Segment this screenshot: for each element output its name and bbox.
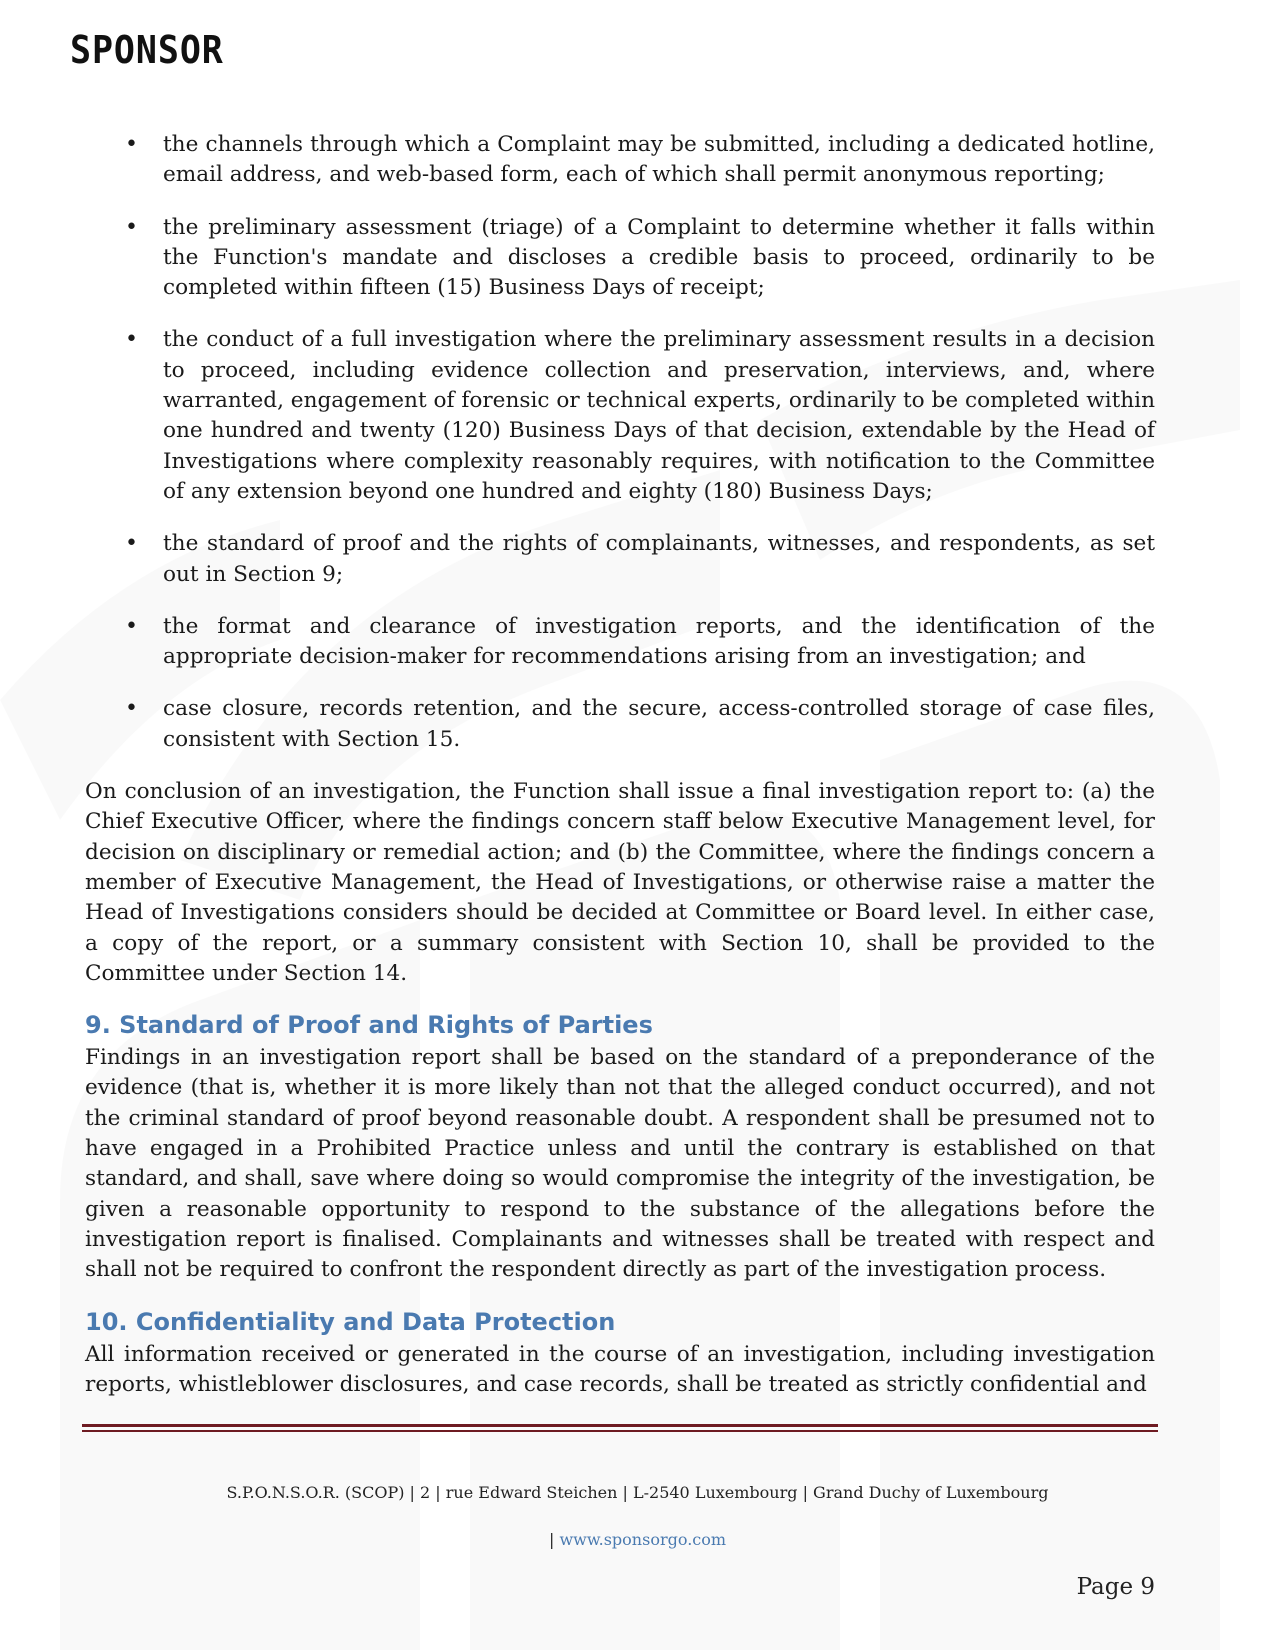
list-item: [85, 694, 1155, 755]
footer-separator: |: [548, 1530, 555, 1549]
list-item-text: case closure, records retention, and the secure, access-controlled storage of case files, consistent with Section 15.: [163, 696, 1155, 752]
document-body: [85, 130, 1155, 1420]
list-item-text: the channels through which a Complaint may be submitted, including a dedicated hotline, email address, and web-based form, each of which shall permit anonymous reporting;: [163, 132, 1155, 188]
page-number: Page 9: [1076, 1574, 1155, 1600]
list-item: [85, 213, 1155, 304]
section-10-body: All information received or generated in the course of an investigation, including investigation reports, whistleblower disclosures, and case records, shall be treated as strictly confidential and: [85, 1341, 1155, 1397]
list-item: [85, 130, 1155, 191]
footer-website-line: [0, 1530, 1275, 1549]
section-10-heading: 10. Confidentiality and Data Protection: [85, 1307, 616, 1336]
bullet-marker: •: [125, 132, 138, 157]
bullet-marker: •: [125, 531, 138, 557]
procedure-bullet-list: [85, 130, 1155, 755]
conclusion-paragraph: On conclusion of an investigation, the Function shall issue a final investigation report to: (a) the Chief Executive Officer, where the findings concern staff below Executive Management level, for decision on disciplinary or remedial action; and (b) the Committee, where the findings concern a member of Executive Management, the Head of Investigations, or otherwise raise a matter the Head of Investigations considers should be decided at Committee or Board level. In either case, a copy of the report, or a summary consistent with Section 10, shall be provided to the Committee under Section 14.: [85, 779, 1155, 986]
footer-address: S.P.O.N.S.O.R. (SCOP) | 2 | rue Edward Steichen | L-2540 Luxembourg | Grand Duchy of Luxembourg: [226, 1483, 1049, 1502]
list-item-text: the conduct of a full investigation where the preliminary assessment results in a decision to proceed, including evidence collection and preservation, interviews, and, where warranted, engagement of forensic or technical experts, ordinarily to be completed within one hundred and twenty (120) Business Days of that decision, extendable by the Head of Investigations where complexity reasonably requires, with notification to the Committee of any extension beyond one hundred and eighty (180) Business Days;: [163, 327, 1155, 504]
company-logo: SPONSOR: [70, 28, 224, 72]
list-item: [85, 325, 1155, 507]
section-9-heading: 9. Standard of Proof and Rights of Parties: [85, 1011, 653, 1040]
footer-divider-top: [82, 1424, 1158, 1427]
list-item: [85, 529, 1155, 590]
list-item-text: the preliminary assessment (triage) of a Complaint to determine whether it falls within the Function's mandate and discloses a credible basis to proceed, ordinarily to be completed within fifteen (15) Business Days of receipt;: [163, 214, 1155, 301]
bullet-marker: •: [125, 613, 138, 639]
list-item-text: the standard of proof and the rights of complainants, witnesses, and respondents, as set out in Section 9;: [163, 531, 1155, 587]
bullet-marker: •: [125, 327, 138, 353]
list-item-text: the format and clearance of investigation reports, and the identification of the appropriate decision-maker for recommendations arising from an investigation; and: [163, 613, 1155, 670]
website-link[interactable]: www.sponsorgo.com: [559, 1530, 727, 1549]
section-9-body: Findings in an investigation report shall be based on the standard of a preponderance of the evidence (that is, whether it is more likely than not that the alleged conduct occurred), and not the criminal standard of proof beyond reasonable doubt. A respondent shall be presumed not to have engaged in a Prohibited Practice unless and until the contrary is established on that standard, and shall, save where doing so would compromise the integrity of the investigation, be given a reasonable opportunity to respond to the substance of the allegations before the investigation report is finalised. Complainants and witnesses shall be treated with respect and shall not be required to confront the respondent directly as part of the investigation process.: [85, 1045, 1155, 1283]
list-item: [85, 612, 1155, 673]
footer-divider-bottom: [82, 1430, 1158, 1432]
bullet-marker: •: [125, 696, 138, 722]
bullet-marker: •: [125, 214, 138, 240]
